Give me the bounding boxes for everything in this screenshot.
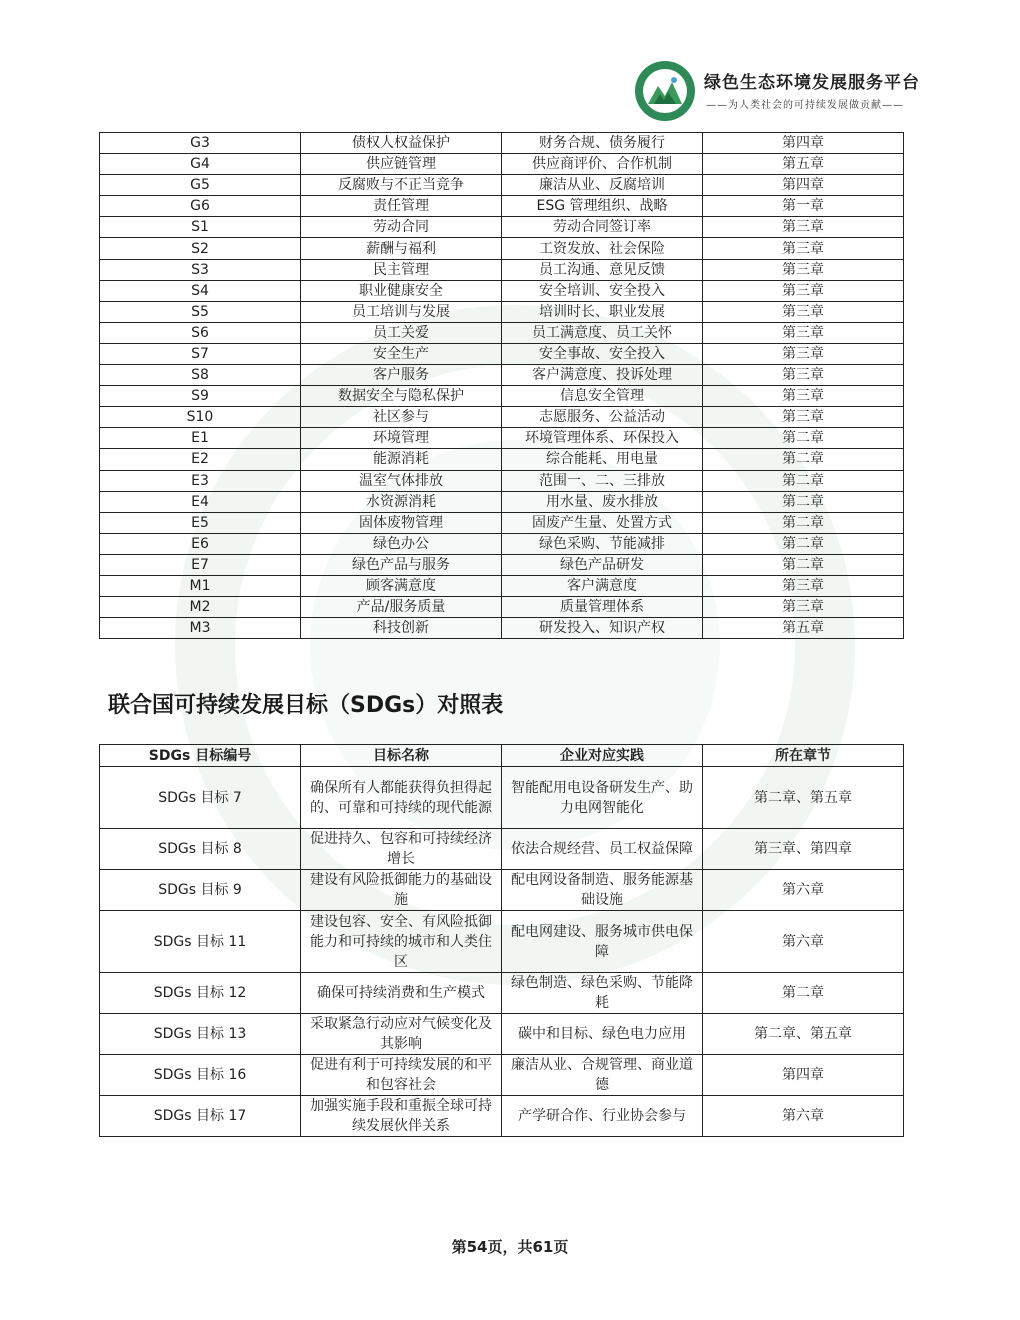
sdg-chapter: 第二章、第五章 [703, 767, 904, 829]
table-row [100, 322, 904, 343]
sdg-practice: 绿色制造、绿色采购、节能降耗 [502, 973, 703, 1014]
table-row [100, 767, 904, 829]
sdg-goal-name: 采取紧急行动应对气候变化及其影响 [301, 1014, 502, 1055]
indicator-chapter: 第二章 [703, 470, 904, 491]
indicator-content: 员工满意度、员工关怀 [502, 322, 703, 343]
indicator-chapter: 第三章 [703, 217, 904, 238]
sdg-id: SDGs 目标 11 [100, 911, 301, 973]
table-row [100, 973, 904, 1014]
sdg-practice: 廉洁从业、合规管理、商业道德 [502, 1055, 703, 1096]
indicator-name: 客户服务 [301, 365, 502, 386]
sdg-goal-name: 建设有风险抵御能力的基础设施 [301, 870, 502, 911]
indicator-code: S6 [100, 322, 301, 343]
table-row [100, 575, 904, 596]
table-row [100, 365, 904, 386]
indicator-name: 民主管理 [301, 259, 502, 280]
indicator-code: S4 [100, 280, 301, 301]
brand-title: 绿色生态环境发展服务平台 [704, 73, 920, 93]
sdg-id: SDGs 目标 17 [100, 1096, 301, 1137]
indicator-content: 综合能耗、用电量 [502, 449, 703, 470]
sdg-goal-name: 加强实施手段和重振全球可持续发展伙伴关系 [301, 1096, 502, 1137]
indicator-code: E7 [100, 554, 301, 575]
indicator-code: E4 [100, 491, 301, 512]
indicator-chapter: 第五章 [703, 154, 904, 175]
sdg-section-title: 联合国可持续发展目标（SDGs）对照表 [108, 693, 504, 718]
indicator-code: S3 [100, 259, 301, 280]
sdg-chapter: 第三章、第四章 [703, 829, 904, 870]
indicator-chapter: 第三章 [703, 386, 904, 407]
table-row [100, 512, 904, 533]
brand-slogan: ——为人类社会的可持续发展做贡献—— [706, 100, 904, 111]
sdg-chapter: 第二章、第五章 [703, 1014, 904, 1055]
sdg-goal-name: 确保所有人都能获得负担得起的、可靠和可持续的现代能源 [301, 767, 502, 829]
sdg-practice: 智能配用电设备研发生产、助力电网智能化 [502, 767, 703, 829]
table-row [100, 196, 904, 217]
indicator-name: 产品/服务质量 [301, 597, 502, 618]
table-row [100, 1055, 904, 1096]
indicator-chapter: 第三章 [703, 407, 904, 428]
table-row [100, 911, 904, 973]
table-row [100, 154, 904, 175]
indicator-content: 用水量、废水排放 [502, 491, 703, 512]
indicator-chapter: 第三章 [703, 280, 904, 301]
indicator-name: 社区参与 [301, 407, 502, 428]
indicator-name: 供应链管理 [301, 154, 502, 175]
indicator-chapter: 第二章 [703, 554, 904, 575]
indicator-code: E5 [100, 512, 301, 533]
indicator-name: 责任管理 [301, 196, 502, 217]
table-row [100, 1014, 904, 1055]
table-row [100, 407, 904, 428]
indicator-name: 职业健康安全 [301, 280, 502, 301]
indicator-name: 安全生产 [301, 343, 502, 364]
indicator-chapter: 第二章 [703, 491, 904, 512]
table-row [100, 428, 904, 449]
indicator-chapter: 第五章 [703, 618, 904, 639]
table-row [100, 133, 904, 154]
brand-logo-icon [634, 60, 696, 122]
indicator-code: E6 [100, 533, 301, 554]
indicator-code: S1 [100, 217, 301, 238]
indicator-chapter: 第二章 [703, 533, 904, 554]
indicator-content: 绿色采购、节能减排 [502, 533, 703, 554]
indicator-content: ESG 管理组织、战略 [502, 196, 703, 217]
indicator-content: 安全培训、安全投入 [502, 280, 703, 301]
sdg-goal-name: 促进有利于可持续发展的和平和包容社会 [301, 1055, 502, 1096]
indicator-content: 环境管理体系、环保投入 [502, 428, 703, 449]
table-row [100, 386, 904, 407]
page-number: 第54页，共61页 [451, 1238, 569, 1256]
table-row [100, 597, 904, 618]
indicator-name: 温室气体排放 [301, 470, 502, 491]
table-row [100, 1096, 904, 1137]
indicator-content: 范围一、二、三排放 [502, 470, 703, 491]
indicator-content: 供应商评价、合作机制 [502, 154, 703, 175]
indicator-code: E2 [100, 449, 301, 470]
indicator-content: 客户满意度、投诉处理 [502, 365, 703, 386]
table-row [100, 175, 904, 196]
indicator-name: 员工培训与发展 [301, 301, 502, 322]
indicator-content: 安全事故、安全投入 [502, 343, 703, 364]
indicator-name: 固体废物管理 [301, 512, 502, 533]
table-row [100, 554, 904, 575]
indicator-chapter: 第二章 [703, 449, 904, 470]
indicator-name: 反腐败与不正当竞争 [301, 175, 502, 196]
indicator-content: 固废产生量、处置方式 [502, 512, 703, 533]
indicator-name: 数据安全与隐私保护 [301, 386, 502, 407]
sdg-chapter: 第二章 [703, 973, 904, 1014]
indicator-code: M3 [100, 618, 301, 639]
indicator-name: 薪酬与福利 [301, 238, 502, 259]
indicator-chapter: 第四章 [703, 175, 904, 196]
sdg-practice: 配电网建设、服务城市供电保障 [502, 911, 703, 973]
indicator-content: 劳动合同签订率 [502, 217, 703, 238]
sdg-chapter: 第六章 [703, 870, 904, 911]
sdg-practice: 碳中和目标、绿色电力应用 [502, 1014, 703, 1055]
sdg-chapter: 第四章 [703, 1055, 904, 1096]
table-row [100, 343, 904, 364]
indicator-chapter: 第三章 [703, 575, 904, 596]
indicator-code: M2 [100, 597, 301, 618]
indicator-code: S5 [100, 301, 301, 322]
table-row [100, 449, 904, 470]
sdg-id: SDGs 目标 8 [100, 829, 301, 870]
table-header-row [100, 745, 904, 767]
header-chapter: 所在章节 [703, 745, 904, 767]
header-sdg-id: SDGs 目标编号 [100, 745, 301, 767]
table-row [100, 533, 904, 554]
indicator-chapter: 第三章 [703, 365, 904, 386]
indicator-code: S10 [100, 407, 301, 428]
indicator-chapter: 第三章 [703, 322, 904, 343]
indicator-content: 研发投入、知识产权 [502, 618, 703, 639]
indicator-name: 顾客满意度 [301, 575, 502, 596]
header-practice: 企业对应实践 [502, 745, 703, 767]
sdg-id: SDGs 目标 13 [100, 1014, 301, 1055]
indicator-code: G5 [100, 175, 301, 196]
indicator-code: G4 [100, 154, 301, 175]
indicator-chapter: 第三章 [703, 301, 904, 322]
sdg-id: SDGs 目标 7 [100, 767, 301, 829]
sdg-id: SDGs 目标 12 [100, 973, 301, 1014]
indicator-name: 债权人权益保护 [301, 133, 502, 154]
sdg-goal-name: 确保可持续消费和生产模式 [301, 973, 502, 1014]
sdg-comparison-table [99, 744, 904, 1137]
indicator-code: G3 [100, 133, 301, 154]
indicator-content: 质量管理体系 [502, 597, 703, 618]
table-row [100, 217, 904, 238]
sdg-practice: 配电网设备制造、服务能源基础设施 [502, 870, 703, 911]
table-row [100, 870, 904, 911]
indicator-chapter: 第三章 [703, 343, 904, 364]
indicator-content: 培训时长、职业发展 [502, 301, 703, 322]
indicator-content: 客户满意度 [502, 575, 703, 596]
table-row [100, 618, 904, 639]
table-row [100, 491, 904, 512]
table-row [100, 301, 904, 322]
indicator-content: 廉洁从业、反腐培训 [502, 175, 703, 196]
indicator-name: 员工关爱 [301, 322, 502, 343]
table-row [100, 238, 904, 259]
indicator-name: 水资源消耗 [301, 491, 502, 512]
indicator-content: 绿色产品研发 [502, 554, 703, 575]
sdg-practice: 依法合规经营、员工权益保障 [502, 829, 703, 870]
indicator-index-table [99, 132, 904, 639]
indicator-name: 绿色办公 [301, 533, 502, 554]
sdg-goal-name: 促进持久、包容和可持续经济增长 [301, 829, 502, 870]
indicator-name: 绿色产品与服务 [301, 554, 502, 575]
indicator-chapter: 第二章 [703, 428, 904, 449]
sdg-chapter: 第六章 [703, 911, 904, 973]
indicator-code: E3 [100, 470, 301, 491]
table-row [100, 829, 904, 870]
indicator-chapter: 第三章 [703, 259, 904, 280]
indicator-content: 员工沟通、意见反馈 [502, 259, 703, 280]
table-row [100, 259, 904, 280]
indicator-code: S9 [100, 386, 301, 407]
header-goal-name: 目标名称 [301, 745, 502, 767]
indicator-code: E1 [100, 428, 301, 449]
indicator-content: 信息安全管理 [502, 386, 703, 407]
indicator-name: 能源消耗 [301, 449, 502, 470]
sdg-practice: 产学研合作、行业协会参与 [502, 1096, 703, 1137]
indicator-code: S8 [100, 365, 301, 386]
table-row [100, 280, 904, 301]
indicator-content: 工资发放、社会保险 [502, 238, 703, 259]
indicator-name: 环境管理 [301, 428, 502, 449]
indicator-code: M1 [100, 575, 301, 596]
indicator-code: S2 [100, 238, 301, 259]
page-header [634, 60, 924, 124]
indicator-content: 财务合规、债务履行 [502, 133, 703, 154]
indicator-content: 志愿服务、公益活动 [502, 407, 703, 428]
indicator-code: S7 [100, 343, 301, 364]
indicator-chapter: 第三章 [703, 238, 904, 259]
table-row [100, 470, 904, 491]
indicator-name: 科技创新 [301, 618, 502, 639]
indicator-chapter: 第四章 [703, 133, 904, 154]
indicator-chapter: 第一章 [703, 196, 904, 217]
indicator-chapter: 第三章 [703, 597, 904, 618]
sdg-chapter: 第六章 [703, 1096, 904, 1137]
indicator-code: G6 [100, 196, 301, 217]
sdg-id: SDGs 目标 9 [100, 870, 301, 911]
indicator-chapter: 第二章 [703, 512, 904, 533]
sdg-goal-name: 建设包容、安全、有风险抵御能力和可持续的城市和人类住区 [301, 911, 502, 973]
sdg-id: SDGs 目标 16 [100, 1055, 301, 1096]
indicator-name: 劳动合同 [301, 217, 502, 238]
